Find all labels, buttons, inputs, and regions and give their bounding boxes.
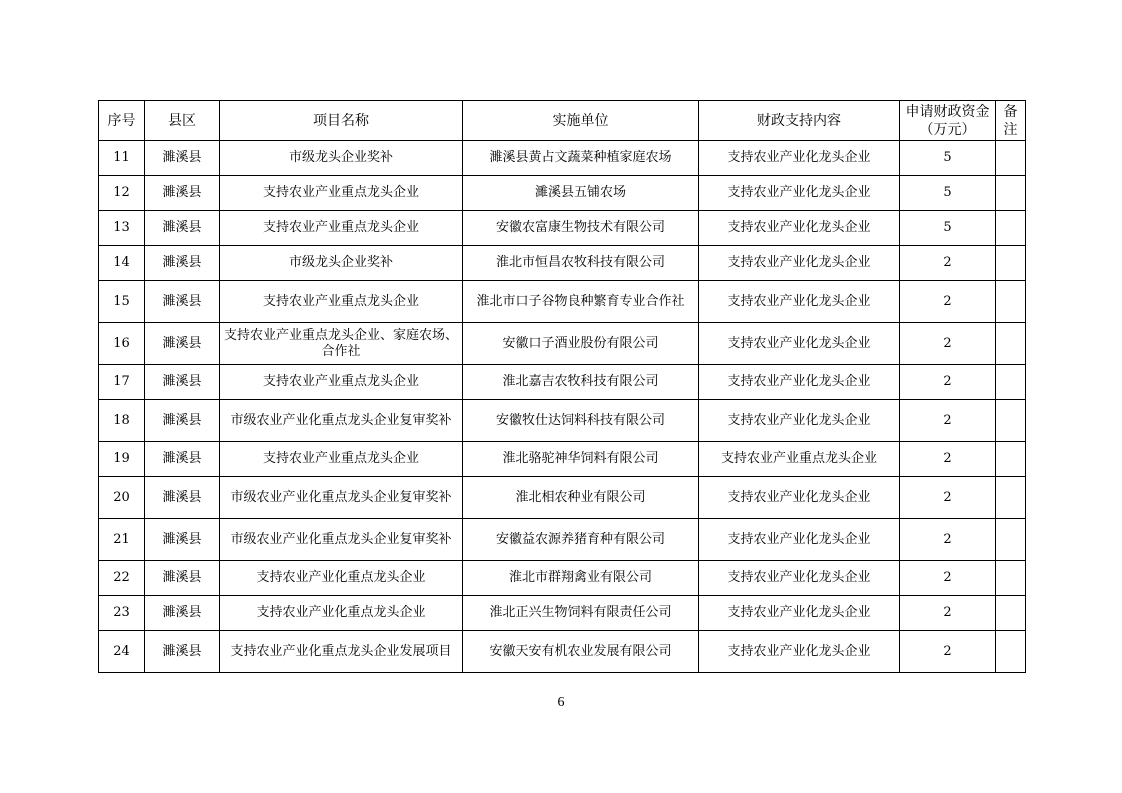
cell-project: 支持农业产业重点龙头企业: [220, 176, 463, 211]
cell-amount: 2: [900, 561, 996, 596]
cell-project: 市级农业产业化重点龙头企业复审奖补: [220, 477, 463, 519]
cell-county: 濉溪县: [145, 519, 220, 561]
cell-county: 濉溪县: [145, 365, 220, 400]
table-row: [99, 519, 1026, 561]
cell-no: 16: [99, 323, 145, 365]
header-remark: 备注: [996, 101, 1026, 141]
cell-no: 22: [99, 561, 145, 596]
cell-unit: 淮北市口子谷物良种繁育专业合作社: [463, 281, 699, 323]
cell-support: 支持农业产业化龙头企业: [699, 561, 900, 596]
cell-unit: 安徽牧仕达饲料科技有限公司: [463, 400, 699, 442]
cell-unit: 淮北市恒昌农牧科技有限公司: [463, 246, 699, 281]
cell-county: 濉溪县: [145, 211, 220, 246]
cell-amount: 5: [900, 211, 996, 246]
cell-remark: [996, 365, 1026, 400]
cell-support: 支持农业产业化龙头企业: [699, 365, 900, 400]
cell-no: 21: [99, 519, 145, 561]
header-no: 序号: [99, 101, 145, 141]
cell-support: 支持农业产业化龙头企业: [699, 477, 900, 519]
cell-unit: 安徽天安有机农业发展有限公司: [463, 631, 699, 673]
cell-project: 支持农业产业化重点龙头企业: [220, 561, 463, 596]
cell-no: 23: [99, 596, 145, 631]
cell-unit: 安徽益农源养猪育种有限公司: [463, 519, 699, 561]
cell-remark: [996, 246, 1026, 281]
cell-amount: 2: [900, 519, 996, 561]
cell-support: 支持农业产业化龙头企业: [699, 519, 900, 561]
cell-remark: [996, 323, 1026, 365]
table-row: [99, 323, 1026, 365]
cell-project: 支持农业产业重点龙头企业: [220, 211, 463, 246]
table-row: [99, 400, 1026, 442]
cell-amount: 2: [900, 477, 996, 519]
cell-support: 支持农业产业化龙头企业: [699, 631, 900, 673]
table-row: [99, 596, 1026, 631]
header-support: 财政支持内容: [699, 101, 900, 141]
table-row: [99, 365, 1026, 400]
cell-support: 支持农业产业化龙头企业: [699, 400, 900, 442]
cell-amount: 2: [900, 442, 996, 477]
cell-amount: 5: [900, 176, 996, 211]
header-row: [99, 101, 1026, 141]
cell-county: 濉溪县: [145, 400, 220, 442]
cell-support: 支持农业产业化龙头企业: [699, 246, 900, 281]
table-row: [99, 281, 1026, 323]
cell-unit: 淮北正兴生物饲料有限责任公司: [463, 596, 699, 631]
cell-no: 11: [99, 141, 145, 176]
table-row: [99, 442, 1026, 477]
cell-amount: 2: [900, 246, 996, 281]
cell-amount: 2: [900, 631, 996, 673]
cell-county: 濉溪县: [145, 141, 220, 176]
header-project: 项目名称: [220, 101, 463, 141]
cell-project: 支持农业产业重点龙头企业: [220, 442, 463, 477]
cell-project: 支持农业产业化重点龙头企业: [220, 596, 463, 631]
cell-remark: [996, 141, 1026, 176]
cell-unit: 安徽口子酒业股份有限公司: [463, 323, 699, 365]
cell-project: 市级农业产业化重点龙头企业复审奖补: [220, 519, 463, 561]
cell-project: 市级农业产业化重点龙头企业复审奖补: [220, 400, 463, 442]
header-unit: 实施单位: [463, 101, 699, 141]
cell-project: 支持农业产业重点龙头企业: [220, 281, 463, 323]
cell-county: 濉溪县: [145, 561, 220, 596]
cell-no: 12: [99, 176, 145, 211]
cell-county: 濉溪县: [145, 477, 220, 519]
cell-support: 支持农业产业重点龙头企业: [699, 442, 900, 477]
cell-project: 支持农业产业化重点龙头企业发展项目: [220, 631, 463, 673]
cell-county: 濉溪县: [145, 281, 220, 323]
cell-project: 市级龙头企业奖补: [220, 246, 463, 281]
cell-amount: 2: [900, 281, 996, 323]
cell-project: 支持农业产业重点龙头企业: [220, 365, 463, 400]
cell-no: 20: [99, 477, 145, 519]
table-row: [99, 211, 1026, 246]
cell-remark: [996, 631, 1026, 673]
table-row: [99, 141, 1026, 176]
cell-county: 濉溪县: [145, 631, 220, 673]
cell-project: 支持农业产业重点龙头企业、家庭农场、合作社: [220, 323, 463, 365]
cell-remark: [996, 400, 1026, 442]
cell-remark: [996, 211, 1026, 246]
cell-project: 市级龙头企业奖补: [220, 141, 463, 176]
cell-county: 濉溪县: [145, 442, 220, 477]
cell-no: 13: [99, 211, 145, 246]
cell-amount: 2: [900, 365, 996, 400]
cell-amount: 2: [900, 323, 996, 365]
table-row: [99, 477, 1026, 519]
cell-no: 19: [99, 442, 145, 477]
cell-remark: [996, 477, 1026, 519]
cell-support: 支持农业产业化龙头企业: [699, 211, 900, 246]
cell-remark: [996, 561, 1026, 596]
cell-remark: [996, 519, 1026, 561]
header-amount: 申请财政资金（万元）: [900, 101, 996, 141]
cell-unit: 淮北市群翔禽业有限公司: [463, 561, 699, 596]
cell-unit: 淮北嘉吉农牧科技有限公司: [463, 365, 699, 400]
funding-table: [98, 100, 1026, 673]
cell-support: 支持农业产业化龙头企业: [699, 596, 900, 631]
table-row: [99, 631, 1026, 673]
cell-unit: 濉溪县五铺农场: [463, 176, 699, 211]
cell-county: 濉溪县: [145, 176, 220, 211]
table-row: [99, 246, 1026, 281]
cell-support: 支持农业产业化龙头企业: [699, 141, 900, 176]
cell-county: 濉溪县: [145, 246, 220, 281]
cell-unit: 安徽农富康生物技术有限公司: [463, 211, 699, 246]
cell-remark: [996, 596, 1026, 631]
table-row: [99, 176, 1026, 211]
table-row: [99, 561, 1026, 596]
cell-support: 支持农业产业化龙头企业: [699, 176, 900, 211]
cell-no: 15: [99, 281, 145, 323]
header-county: 县区: [145, 101, 220, 141]
cell-unit: 淮北骆驼神华饲料有限公司: [463, 442, 699, 477]
cell-support: 支持农业产业化龙头企业: [699, 323, 900, 365]
cell-no: 17: [99, 365, 145, 400]
cell-no: 14: [99, 246, 145, 281]
cell-unit: 淮北相农种业有限公司: [463, 477, 699, 519]
cell-amount: 5: [900, 141, 996, 176]
cell-support: 支持农业产业化龙头企业: [699, 281, 900, 323]
cell-remark: [996, 281, 1026, 323]
cell-amount: 2: [900, 400, 996, 442]
cell-no: 24: [99, 631, 145, 673]
cell-unit: 濉溪县黄占文蔬菜种植家庭农场: [463, 141, 699, 176]
cell-county: 濉溪县: [145, 323, 220, 365]
page-number: 6: [557, 695, 565, 710]
cell-no: 18: [99, 400, 145, 442]
cell-remark: [996, 442, 1026, 477]
cell-remark: [996, 176, 1026, 211]
cell-county: 濉溪县: [145, 596, 220, 631]
cell-amount: 2: [900, 596, 996, 631]
